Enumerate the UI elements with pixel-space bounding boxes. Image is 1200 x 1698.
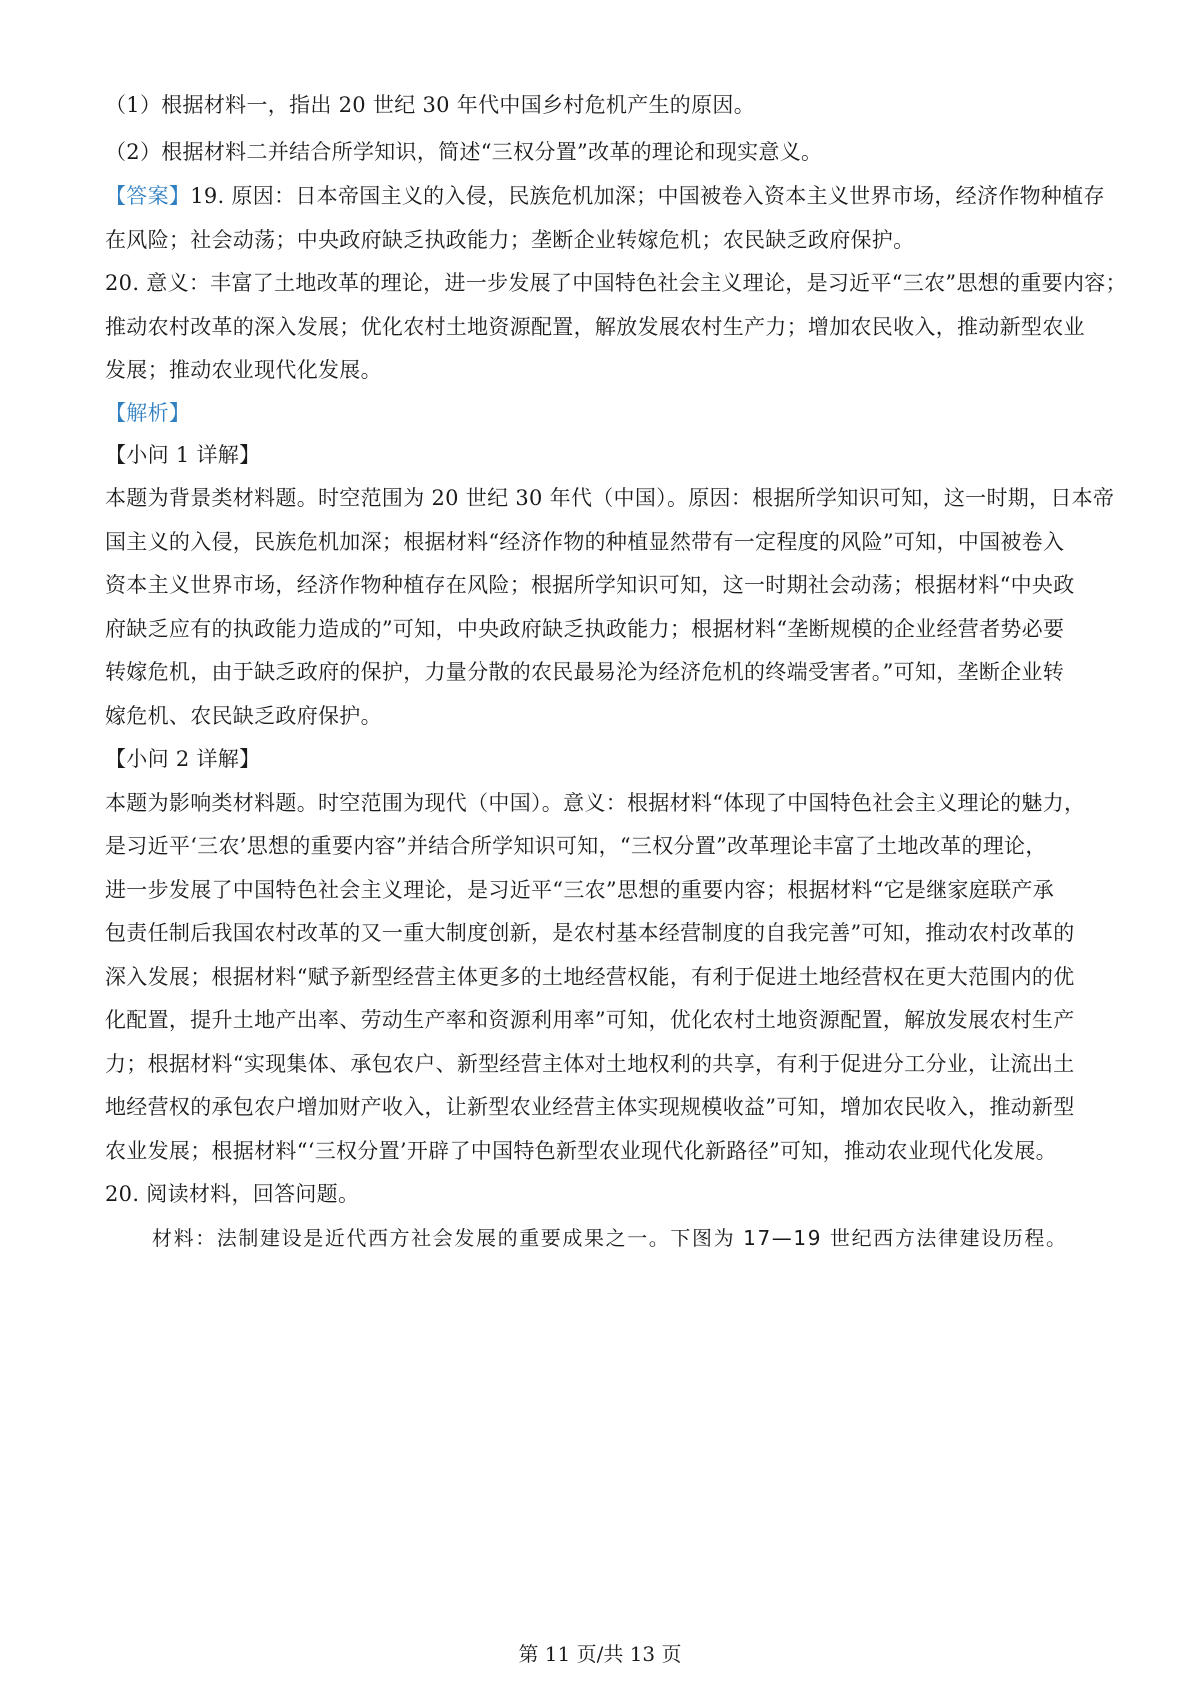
answer-text: 19. 原因：日本帝国主义的入侵，民族危机加深；中国被卷入资本主义世界市场，经济作物种植存 bbox=[190, 184, 1105, 208]
sub2-line: 是习近平‘三农’思想的重要内容”并结合所学知识可知，“三权分置”改革理论丰富了土地改革的理论， bbox=[105, 834, 1047, 858]
sub1-line: 府缺乏应有的执政能力造成的”可知，中央政府缺乏执政能力；根据材料“垄断规模的企业经营者势必要 bbox=[105, 617, 1065, 641]
answer-line-2: 在风险；社会动荡；中央政府缺乏执政能力；垄断企业转嫁危机；农民缺乏政府保护。 bbox=[105, 228, 915, 252]
sub2-line: 化配置，提升土地产出率、劳动生产率和资源利用率”可知，优化农村土地资源配置，解放发展农村生产 bbox=[105, 1008, 1075, 1032]
sub1-line: 转嫁危机，由于缺乏政府的保护，力量分散的农民最易沦为经济危机的终端受害者。”可知，垄断企业转 bbox=[105, 660, 1065, 684]
sub1-line: 国主义的入侵，民族危机加深；根据材料“经济作物的种植显然带有一定程度的风险”可知，中国被卷入 bbox=[105, 530, 1065, 554]
sub2-line: 地经营权的承包农户增加财产收入，让新型农业经营主体实现规模收益”可知，增加农民收入，推动新型 bbox=[105, 1095, 1075, 1119]
page-footer: 第 11 页/共 13 页 bbox=[518, 1642, 682, 1666]
sub1-line: 嫁危机、农民缺乏政府保护。 bbox=[105, 704, 382, 728]
sub1-line: 资本主义世界市场，经济作物种植存在风险；根据所学知识可知，这一时期社会动荡；根据材料“中央政 bbox=[105, 573, 1075, 597]
answer-tag: 【答案】 bbox=[105, 184, 191, 208]
answer-line-5: 发展；推动农业现代化发展。 bbox=[105, 358, 382, 382]
question-2: （2）根据材料二并结合所学知识，简述“三权分置”改革的理论和现实意义。 bbox=[105, 140, 823, 164]
sub2-line: 包责任制后我国农村改革的又一重大制度创新，是农村基本经营制度的自我完善”可知，推动农村改革的 bbox=[105, 921, 1075, 945]
sub2-line: 力；根据材料“实现集体、承包农户、新型经营主体对土地权利的共享，有利于促进分工分业，让流出土 bbox=[105, 1052, 1075, 1076]
answer-line-4: 推动农村改革的深入发展；优化农村土地资源配置，解放发展农村生产力；增加农民收入，推动新型农业 bbox=[105, 315, 1085, 339]
sub2-line: 进一步发展了中国特色社会主义理论，是习近平“三农”思想的重要内容；根据材料“它是继家庭联产承 bbox=[105, 878, 1055, 902]
sub1-heading: 【小问 1 详解】 bbox=[105, 443, 261, 467]
question-20: 20. 阅读材料，回答问题。 bbox=[105, 1182, 360, 1206]
sub2-line: 深入发展；根据材料“赋予新型经营主体更多的土地经营权能，有利于促进土地经营权在更大范围内的优 bbox=[105, 965, 1075, 989]
analysis-tag: 【解析】 bbox=[105, 401, 191, 425]
material-text: 材料：法制建设是近代西方社会发展的重要成果之一。下图为 17—19 世纪西方法律建设历程。 bbox=[152, 1226, 1068, 1250]
sub2-line: 农业发展；根据材料“‘三权分置’开辟了中国特色新型农业现代化新路径”可知，推动农业现代化发展。 bbox=[105, 1139, 1057, 1163]
sub2-line: 本题为影响类材料题。时空范围为现代（中国）。意义：根据材料“体现了中国特色社会主义理论的魅力， bbox=[105, 791, 1086, 815]
sub1-line: 本题为背景类材料题。时空范围为 20 世纪 30 年代（中国）。原因：根据所学知识可知，这一时期，日本帝 bbox=[105, 486, 1115, 510]
sub2-heading: 【小问 2 详解】 bbox=[105, 747, 261, 771]
answer-line-3: 20. 意义：丰富了土地改革的理论，进一步发展了中国特色社会主义理论，是习近平“三农”思想的重要内容； bbox=[105, 271, 1127, 295]
answer-line-1 bbox=[105, 181, 1105, 211]
question-1: （1）根据材料一，指出 20 世纪 30 年代中国乡村危机产生的原因。 bbox=[105, 93, 756, 117]
